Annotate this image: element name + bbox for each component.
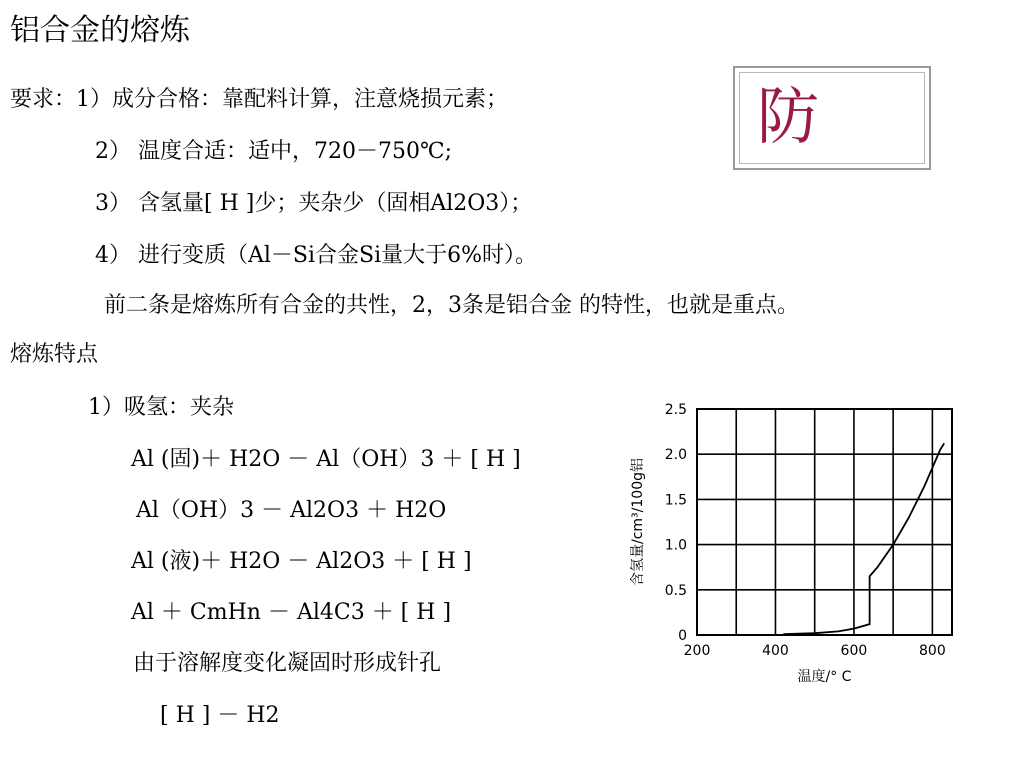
- summary-line: 前二条是熔炼所有合金的共性，2，3条是铝合金 的特性，也就是重点。: [104, 293, 799, 318]
- slide-title: 铝合金的熔炼: [10, 13, 190, 48]
- x-tick-label: 800: [919, 643, 946, 659]
- x-axis-label: 温度/° C: [797, 669, 852, 685]
- reaction-2: Al（OH）3 － Al2O3 ＋ H2O: [136, 498, 447, 523]
- stamp-character: 防: [757, 80, 820, 153]
- y-tick-label: 0.5: [664, 582, 687, 599]
- x-tick-label: 400: [762, 643, 789, 659]
- subsection-heading: 1）吸氢：夹杂: [88, 395, 234, 420]
- requirement-line-3: 3） 含氢量[ H ]少；夹杂少（固相Al2O3）；: [95, 191, 533, 216]
- series-line: [783, 443, 944, 634]
- reaction-5: [ H ] － H2: [160, 703, 280, 728]
- y-tick-label: 2.5: [664, 402, 687, 418]
- reaction-3: Al (液)＋ H2O － Al2O3 ＋ [ H ]: [131, 549, 472, 574]
- requirement-line-1: 要求：1）成分合格：靠配料计算，注意烧损元素；: [10, 87, 508, 112]
- reaction-4: Al ＋ CmHn － Al4C3 ＋ [ H ]: [131, 600, 452, 625]
- y-tick-label: 1.0: [664, 537, 687, 554]
- y-axis-label: 含氢量/cm³/100g铝: [630, 458, 646, 586]
- stamp-box: [733, 66, 931, 170]
- requirement-line-2: 2） 温度合适：适中，720－750℃;: [95, 139, 452, 164]
- hydrogen-solubility-chart: [590, 393, 1022, 695]
- x-tick-label: 600: [840, 643, 868, 659]
- y-tick-label: 1.5: [664, 492, 687, 509]
- requirement-line-4: 4） 进行变质（Al－Si合金Si量大于6%时）。: [95, 243, 538, 268]
- chart-svg: [590, 393, 1022, 695]
- plot-frame: [697, 409, 952, 635]
- pinhole-note: 由于溶解度变化凝固时形成针孔: [133, 651, 442, 676]
- x-tick-label: 200: [683, 643, 711, 659]
- section-heading: 熔炼特点: [10, 342, 99, 367]
- reaction-1: Al (固)＋ H2O － Al（OH）3 ＋ [ H ]: [131, 447, 521, 472]
- y-tick-label: 2.0: [664, 447, 687, 464]
- y-tick-label: 0: [678, 628, 687, 644]
